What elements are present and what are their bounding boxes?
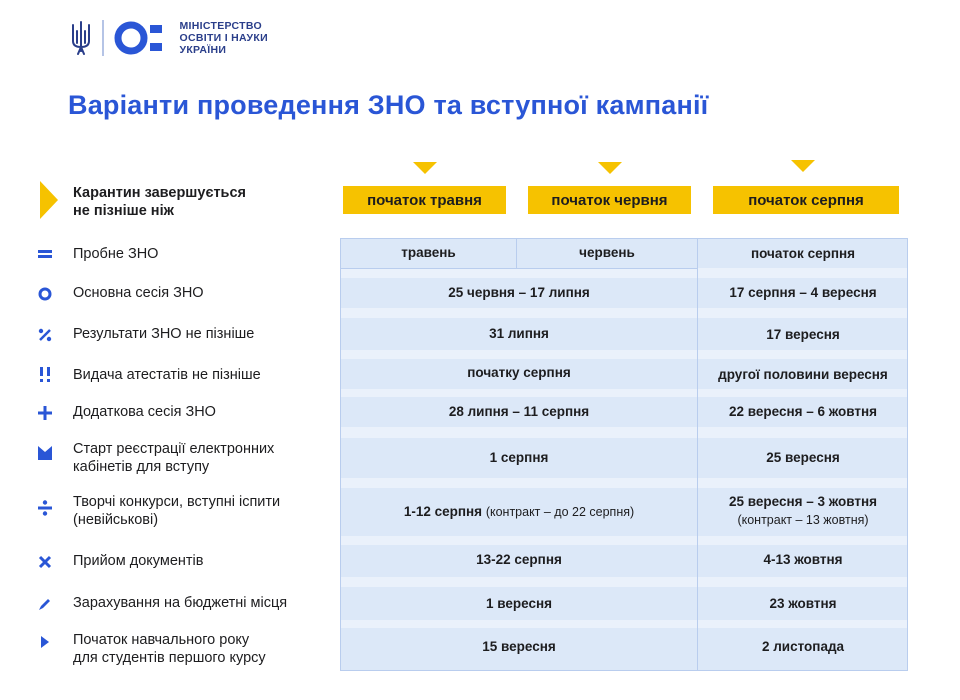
cell-creative-exams-late xyxy=(698,493,908,529)
row-label-line: Видача атестатів не пізніше xyxy=(73,367,261,383)
row-label-line: Результати ЗНО не пізніше xyxy=(73,326,255,342)
row-label xyxy=(73,403,216,421)
row-label-line: Пробне ЗНО xyxy=(73,246,159,262)
cell-certificates: початку серпня xyxy=(467,365,571,380)
row-label xyxy=(73,245,158,263)
quarantine-arrow-icon xyxy=(40,181,58,219)
row-label-line: Творчі конкурси, вступні іспити xyxy=(73,494,281,510)
ministry-line: МІНІСТЕРСТВО xyxy=(179,20,262,32)
row-label xyxy=(73,440,274,476)
row-label xyxy=(73,631,266,667)
cell-note: (контракт – до 22 серпня) xyxy=(485,505,635,519)
cell-school-year: 15 вересня xyxy=(482,639,556,654)
quarantine-line: не пізніше ніж xyxy=(73,203,174,219)
cell-date: 1-12 серпня xyxy=(403,504,483,519)
cell-documents: 13-22 серпня xyxy=(476,552,562,567)
row-label-line: кабінетів для вступу xyxy=(73,459,210,475)
row-label-line: для студентів першого курсу xyxy=(73,650,266,666)
cell-results-late: 17 вересня xyxy=(766,327,840,342)
variant-august: початок серпня xyxy=(713,186,899,214)
circle-icon xyxy=(37,286,53,302)
cell-trial-june: червень xyxy=(579,245,635,260)
variant-june: початок червня xyxy=(528,186,691,214)
divide-icon xyxy=(37,500,53,516)
cell-main-session: 25 червня – 17 липня xyxy=(448,285,590,300)
cell-extra-session: 28 липня – 11 серпня xyxy=(448,404,590,419)
row-label-line: Прийом документів xyxy=(73,553,204,569)
cell-registration-late: 25 вересня xyxy=(766,450,840,465)
cell-school-year-late: 2 листопада xyxy=(761,639,845,654)
row-label xyxy=(73,284,204,302)
logo-divider xyxy=(102,20,104,56)
row-label xyxy=(73,493,280,529)
ministry-line: ОСВІТИ І НАУКИ xyxy=(179,32,268,44)
row-label xyxy=(73,366,261,384)
play-icon xyxy=(37,634,53,650)
times-icon xyxy=(37,554,53,570)
cell-registration: 1 серпня xyxy=(489,450,549,465)
row-label xyxy=(73,594,287,612)
row-label-line: Зарахування на бюджетні місця xyxy=(73,595,288,611)
row-label xyxy=(73,325,254,343)
cell-creative-exams xyxy=(341,503,697,521)
row-label-line: Додаткова сесія ЗНО xyxy=(73,404,216,420)
row-label-line: Старт реєстрації електронних xyxy=(73,441,275,457)
cell-enrollment: 1 вересня xyxy=(485,596,552,611)
pencil-icon xyxy=(37,596,53,612)
cell-trial-may: травень xyxy=(401,245,456,260)
table-divider xyxy=(341,268,697,269)
percent-icon xyxy=(37,327,53,343)
plus-icon xyxy=(37,405,53,421)
variant-marker-icon xyxy=(598,162,622,174)
trident-icon xyxy=(70,21,92,55)
variant-marker-icon xyxy=(791,160,815,172)
cell-note: (контракт – 13 жовтня) xyxy=(737,513,869,527)
bookmark-icon xyxy=(37,445,53,461)
row-label-line: Початок навчального року xyxy=(73,632,250,648)
cell-results: 31 липня xyxy=(489,326,549,341)
cell-trial-august: початок серпня xyxy=(750,246,856,261)
row-label-line: (невійськові) xyxy=(73,512,159,528)
variant-marker-icon xyxy=(413,162,437,174)
quarantine-line: Карантин завершується xyxy=(73,185,246,201)
cell-main-session-late: 17 серпня – 4 вересня xyxy=(729,285,877,300)
double-exclamation-icon xyxy=(37,367,53,383)
page-title: Варіанти проведення ЗНО та вступної кампанії xyxy=(68,90,709,120)
cell-extra-session-late: 22 вересня – 6 жовтня xyxy=(728,404,878,419)
ministry-line: УКРАЇНИ xyxy=(179,44,227,56)
mon-mark-icon xyxy=(114,20,172,56)
variant-may: початок травня xyxy=(343,186,506,214)
cell-enrollment-late: 23 жовтня xyxy=(769,596,837,611)
cell-certificates-late: другої половини вересня xyxy=(718,367,888,382)
equals-icon xyxy=(37,246,53,262)
cell-documents-late: 4-13 жовтня xyxy=(763,552,843,567)
quarantine-label xyxy=(73,184,246,220)
ministry-name xyxy=(180,20,268,56)
row-label xyxy=(73,552,203,570)
row-label-line: Основна сесія ЗНО xyxy=(73,285,204,301)
ministry-logo xyxy=(70,18,268,58)
cell-date: 25 вересня – 3 жовтня xyxy=(728,494,878,509)
